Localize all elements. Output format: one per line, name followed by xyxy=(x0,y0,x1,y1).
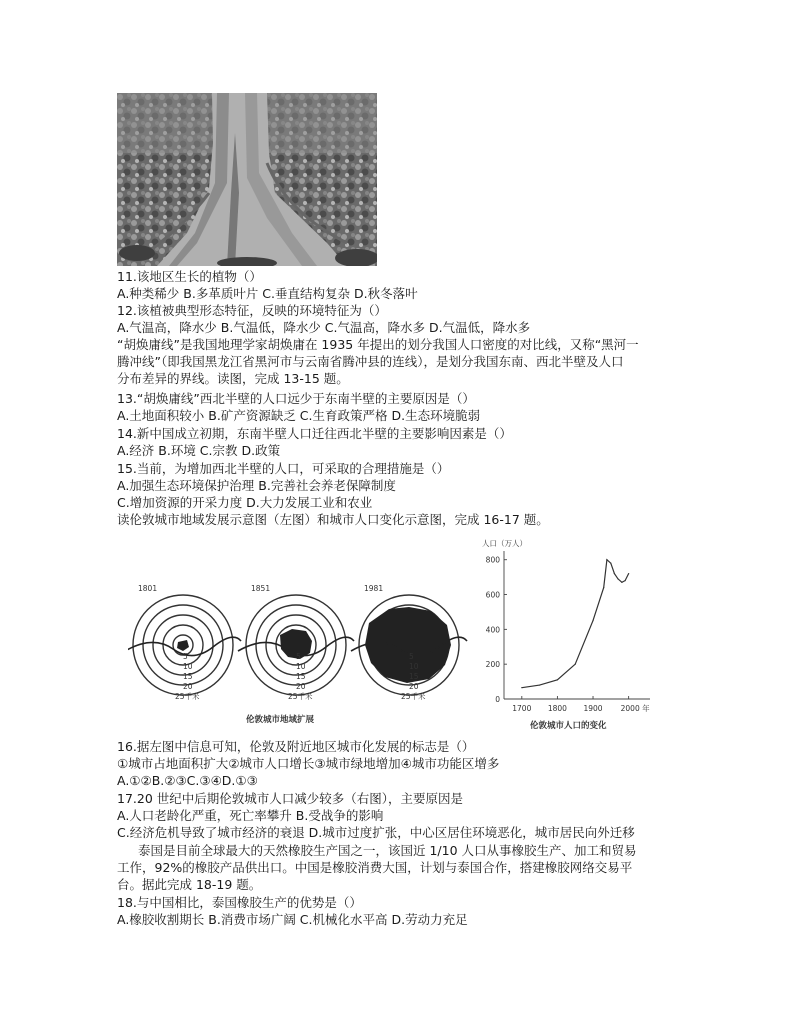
ring-distance-label: 20 xyxy=(183,682,193,691)
data-point xyxy=(575,664,576,665)
intro-16-17: 读伦敦城市地域发展示意图（左图）和城市人口变化示意图，完成 16-17 题。 xyxy=(117,512,549,527)
data-point xyxy=(628,573,629,574)
q15-stem: 15.当前，为增加西北半壁的人口，可采取的合理措施是（） xyxy=(117,461,450,476)
data-point xyxy=(539,684,540,685)
population-line-chart xyxy=(478,537,658,719)
q12-stem: 12.该植被典型形态特征，反映的环境特征为（） xyxy=(117,303,387,318)
data-point xyxy=(606,559,607,560)
q11-options: A.种类稀少 B.多革质叶片 C.垂直结构复杂 D.秋冬落叶 xyxy=(117,286,418,301)
x-tick-label: 2000 年 xyxy=(620,704,650,713)
x-tick-label: 1800 xyxy=(547,704,567,713)
london-population-chart xyxy=(478,537,658,732)
data-point xyxy=(621,582,622,583)
q12-options: A.气温高，降水少 B.气温低，降水少 C.气温高，降水多 D.气温低，降水多 xyxy=(117,320,531,335)
panel-year-label: 1801 xyxy=(138,584,158,593)
q14-stem: 14.新中国成立初期，东南半壁人口迁往西北半壁的主要影响因素是（） xyxy=(117,426,512,441)
ring-distance-label: 15 xyxy=(296,672,306,681)
q15-options-2: C.增加资源的开采力度 D.大力发展工业和农业 xyxy=(117,495,373,510)
ring-distance-label: 5 xyxy=(296,652,301,661)
london-expansion-figure xyxy=(128,580,468,730)
ring-distance-label: 15 xyxy=(409,672,419,681)
ring-distance-label: 20 xyxy=(409,682,419,691)
y-axis-label: 人口（万人） xyxy=(482,539,527,548)
panel-year-label: 1851 xyxy=(251,584,271,593)
q13-options: A.土地面积较小 B.矿产资源缺乏 C.生育政策严格 D.生态环境脆弱 xyxy=(117,408,481,423)
ring-distance-label: 20 xyxy=(296,682,306,691)
expansion-panel-1801 xyxy=(128,584,241,701)
q17-stem: 17.20 世纪中后期伦敦城市人口减少较多（右图），主要原因是 xyxy=(117,791,464,806)
data-point xyxy=(624,580,625,581)
y-tick-label: 200 xyxy=(485,660,500,670)
q16-stem: 16.据左图中信息可知，伦敦及附近地区城市化发展的标志是（） xyxy=(117,739,475,754)
chart-title: 伦敦城市人口的变化 xyxy=(530,721,607,731)
urban-area xyxy=(177,640,189,651)
q14-options: A.经济 B.环境 C.宗教 D.政策 xyxy=(117,443,281,458)
ring-distance-label: 10 xyxy=(296,662,306,671)
q11-stem: 11.该地区生长的植物（） xyxy=(117,269,262,284)
intro-13-15-line3: 分布差异的界线。读图，完成 13-15 题。 xyxy=(117,371,349,386)
ring-distance-label: 5 xyxy=(409,652,414,661)
q13-stem: 13.“胡焕庸线”西北半壁的人口远少于东南半壁的主要原因是（） xyxy=(117,391,475,406)
q15-options-1: A.加强生态环境保护治理 B.完善社会养老保障制度 xyxy=(117,478,396,493)
q18-stem: 18.与中国相比，泰国橡胶生产的优势是（） xyxy=(117,895,362,910)
expansion-panel-1981 xyxy=(351,584,467,701)
q17-options-2: C.经济危机导致了城市经济的衰退 D.城市过度扩张，中心区居住环境恶化，城市居民向外迁移 xyxy=(117,825,635,840)
data-point xyxy=(592,620,593,621)
ring-distance-label: 25千米 xyxy=(288,692,313,701)
intro-18-19-line3: 台。据此完成 18-19 题。 xyxy=(117,877,262,892)
intro-18-19-line1: 泰国是目前全球最大的天然橡胶生产国之一，该国近 1/10 人口从事橡胶生产、加工和贸易 xyxy=(138,843,637,858)
rainforest-photo xyxy=(117,93,377,266)
ring-distance-label: 25千米 xyxy=(175,692,200,701)
data-point xyxy=(603,587,604,588)
expansion-panel-1851 xyxy=(238,584,354,701)
q16-items: ①城市占地面积扩大②城市人口增长③城市绿地增加④城市功能区增多 xyxy=(117,756,500,771)
data-point xyxy=(614,573,615,574)
intro-13-15-line1: “胡焕庸线”是我国地理学家胡焕庸在 1935 年提出的划分我国人口密度的对比线，又称“黑河一 xyxy=(117,337,639,352)
intro-13-15-line2: 腾冲线”（即我国黑龙江省黑河市与云南省腾冲县的连线），是划分我国东南、西北半壁及人口 xyxy=(117,354,624,369)
y-tick-label: 600 xyxy=(485,590,500,600)
ring-distance-label: 15 xyxy=(183,672,193,681)
x-tick-label: 1900 xyxy=(583,704,603,713)
q18-options: A.橡胶收割期长 B.消费市场广阔 C.机械化水平高 D.劳动力充足 xyxy=(117,912,468,927)
q16-options: A.①②B.②③C.③④D.①③ xyxy=(117,773,258,788)
data-point xyxy=(610,563,611,564)
y-tick-label: 0 xyxy=(495,695,500,704)
population-series-line xyxy=(522,560,629,688)
x-tick-label: 1700 xyxy=(512,704,532,713)
panel-year-label: 1981 xyxy=(364,584,384,593)
data-point xyxy=(521,687,522,688)
ring-distance-label: 25千米 xyxy=(401,692,426,701)
y-tick-label: 400 xyxy=(485,625,500,635)
london-expansion-rings xyxy=(128,580,468,710)
data-point xyxy=(557,679,558,680)
intro-18-19-line2: 工作，92%的橡胶产品供出口。中国是橡胶消费大国，计划与泰国合作，搭建橡胶网络交易平 xyxy=(117,860,633,875)
ring-distance-label: 10 xyxy=(183,662,193,671)
q17-options-1: A.人口老龄化严重，死亡率攀升 B.受战争的影响 xyxy=(117,808,384,823)
ring-distance-label: 5 xyxy=(183,652,188,661)
y-tick-label: 800 xyxy=(485,555,500,565)
london-expansion-caption: 伦敦城市地域扩展 xyxy=(246,715,315,725)
data-point xyxy=(617,578,618,579)
ring-distance-label: 10 xyxy=(409,662,419,671)
